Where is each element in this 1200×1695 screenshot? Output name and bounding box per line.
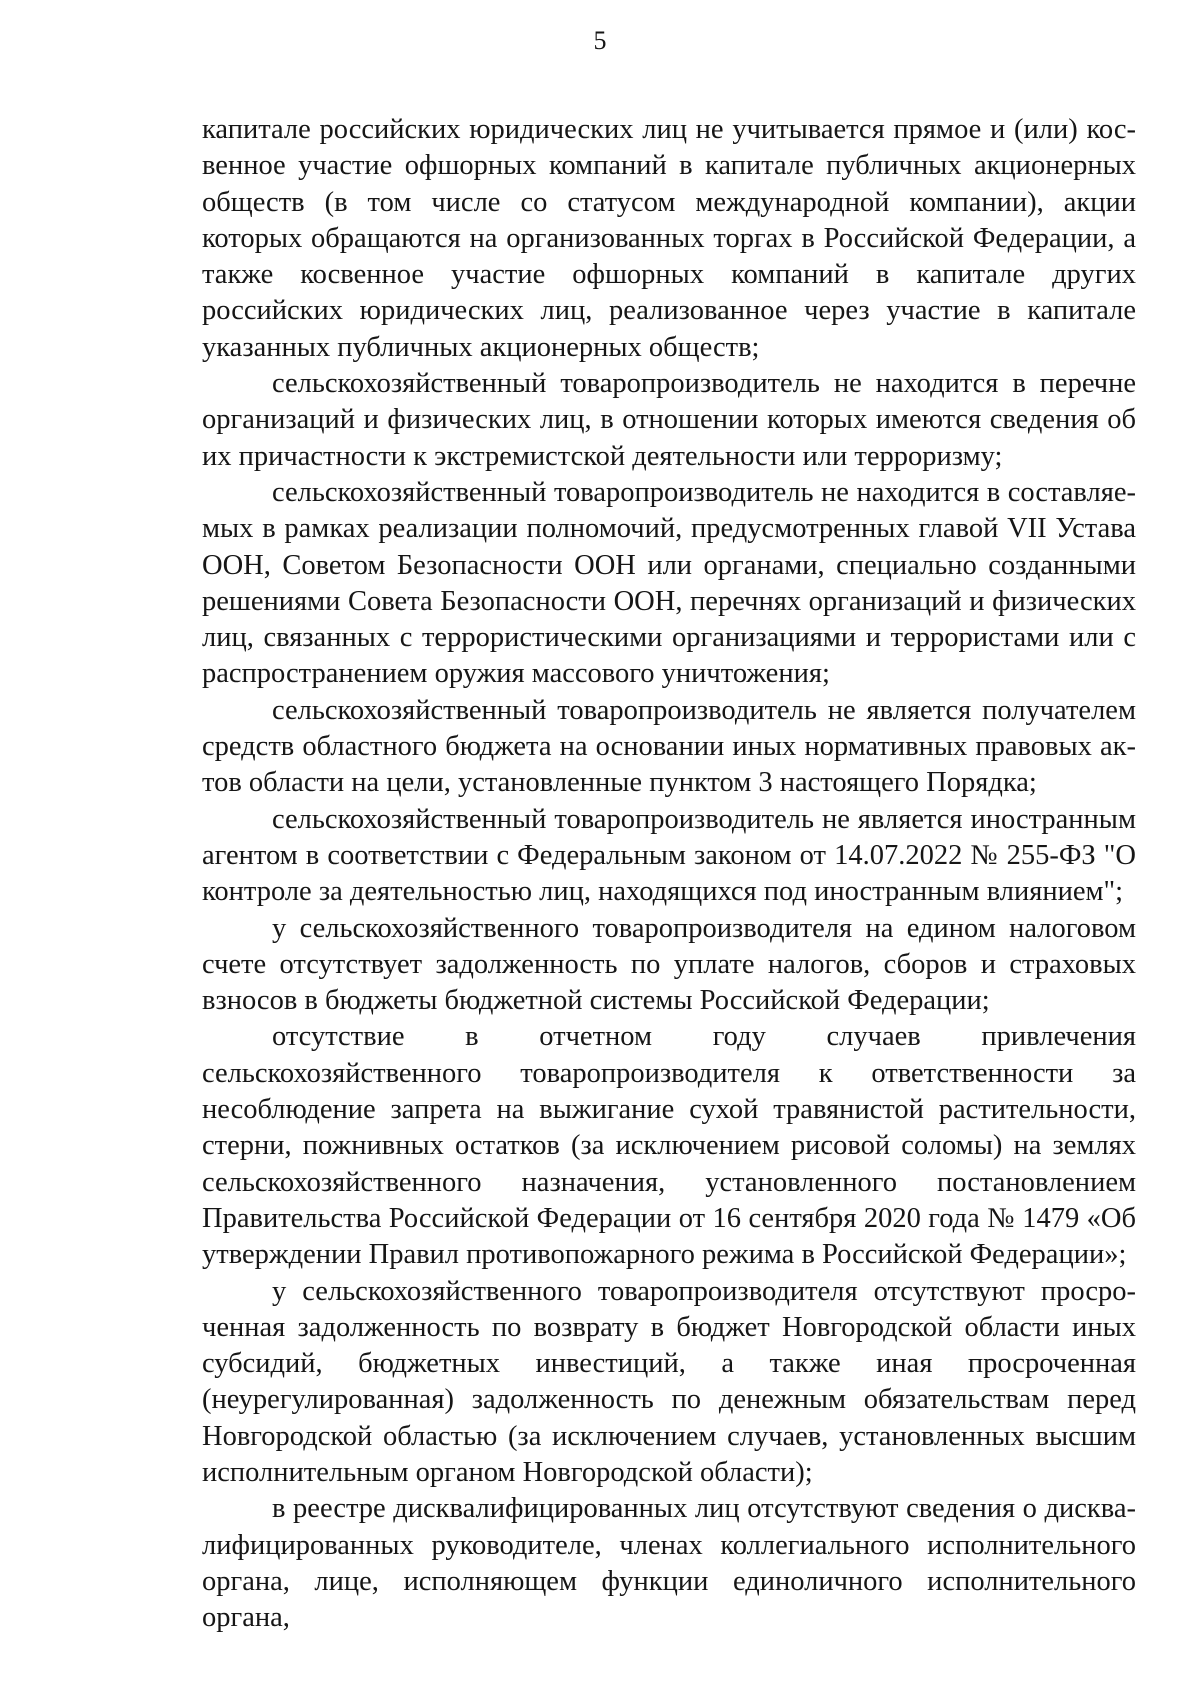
paragraph-overdue-debt: у сельскохозяйственного товаропроизводителя отсутствуют просроченная задолженность по возврату в бюджет Новгородской области иных субсидий, бюджетных инвестиций, а также иная просроченная (неурегулированная) задолженность по денежным обязательствам перед Новгородской областью (за исключением случаев, установленных высшим исполнительным органом Новгородской области); [202, 1275, 1136, 1488]
paragraph-offshore-participation: капитале российских юридических лиц не учитывается прямое и (или) косвенное участие офшорных компаний в капитале публичных акционерных обществ (в том числе со статусом международной компании), акции которых обращаются на организованных торгах в Российской Федерации, а также косвенное участие офшорных компаний в капитале других российских юридических лиц, реализованное через участие в капитале указанных публичных акционерных обществ; [202, 114, 1136, 363]
paragraph-foreign-agent: сельскохозяйственный товаропроизводитель не является иностранным агентом в соответствии с Федеральным законом от 14.07.2022 № 255-ФЗ "О контроле за деятельностью лиц, находящихся под иностранным влиянием"; [202, 803, 1136, 908]
paragraph-extremism-list: сельскохозяйственный товаропроизводитель не находится в перечне организаций и физических лиц, в отношении которых имеются сведения об их причастности к экстремистской деятельности или терроризму; [202, 368, 1136, 472]
paragraph-tax-debt: у сельскохозяйственного товаропроизводителя на едином налоговом счете отсутствует задолженность по уплате налогов, сборов и страховых взносов в бюджеты бюджетной системы Российской Федерации; [202, 912, 1136, 1017]
page-number: 5 [593, 26, 607, 55]
paragraph-disqualified-persons: в реестре дисквалифицированных лиц отсутствуют сведения о дисквалифицированных руководителе, членах коллегиального исполнительного органа, лице, исполняющем функции единоличного исполнительного органа, [202, 1493, 1136, 1634]
paragraph-regional-budget-recipient: сельскохозяйственный товаропроизводитель не является получателем средств областного бюджета на основании иных нормативных правовых актов области на цели, установленные пунктом 3 настоящего Порядка; [202, 694, 1136, 799]
paragraph-stubble-burning: отсутствие в отчетном году случаев привлечения сельскохозяйственного товаропроизводителя к ответственности за несоблюдение запрета на выжигание сухой травянистой растительности, стерни, пожнивных остатков (за исключением рисовой соломы) на землях сельскохозяйственного назначения, установленного постановлением Правительства Российской Федерации от 16 сентября 2020 года № 1479 «Об утверждении Правил противопожарного режима в Российской Федерации»; [202, 1021, 1136, 1271]
document-body [202, 112, 1136, 1636]
paragraph-un-sanctions-list: сельскохозяйственный товаропроизводитель не находится в составляемых в рамках реализации полномочий, предусмотренных главой VII Устава ООН, Советом Безопасности ООН или органами, специально созданными решениями Совета Безопасности ООН, перечнях организаций и физических лиц, связанных с террористическими организациями и террористами или с распространением оружия массового уничтожения; [202, 476, 1136, 690]
